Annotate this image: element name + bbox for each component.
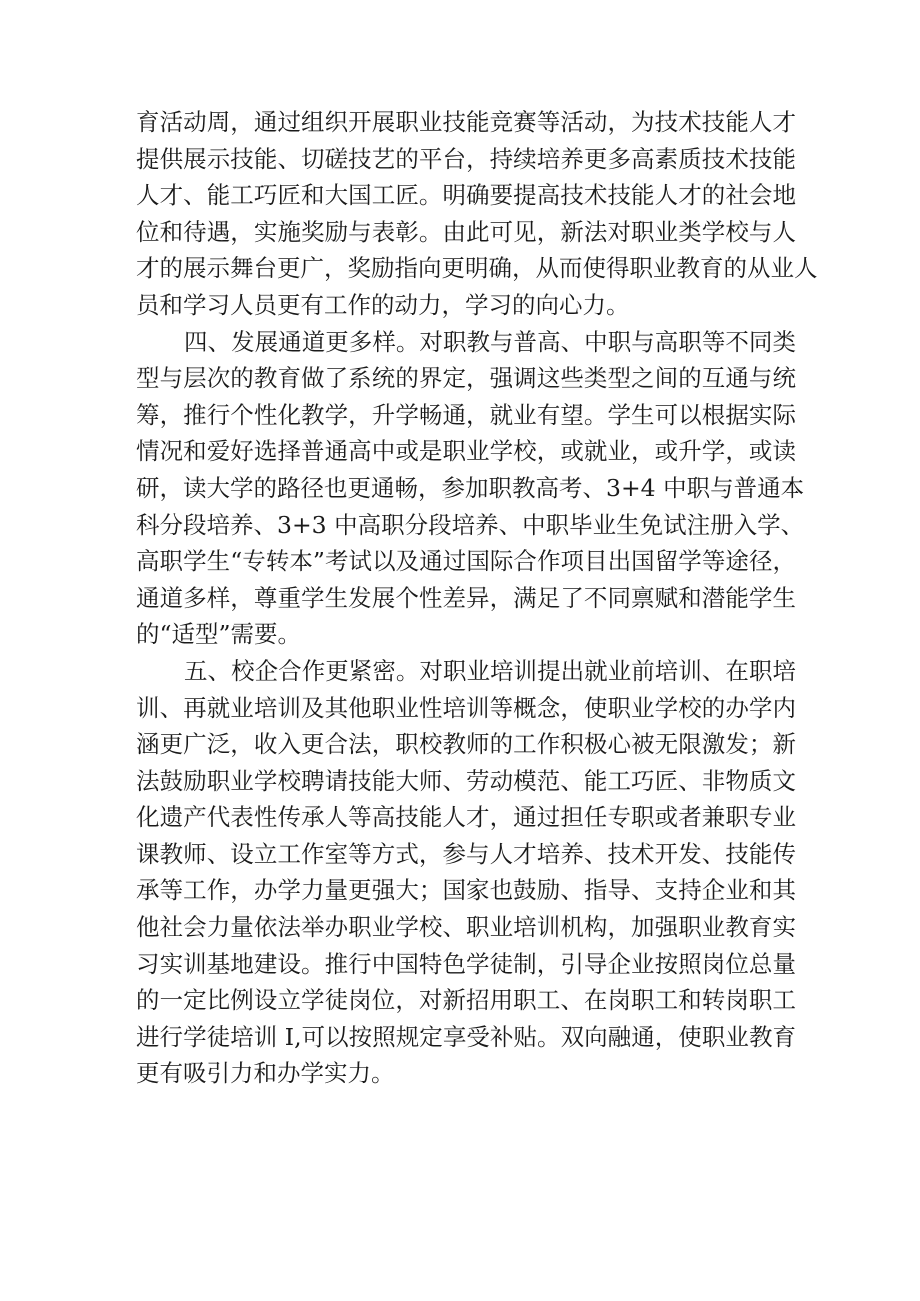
text-line: 化遗产代表性传承人等高技能人才，通过担任专职或者兼职专业 <box>136 803 796 832</box>
text-line: 的“适型”需要。 <box>136 620 302 649</box>
text-line: 才的展示舞台更广，奖励指向更明确，从而使得职业教育的从业人 <box>136 254 818 283</box>
paragraph-development-channels <box>136 324 805 653</box>
text-line: 研，读大学的路径也更通畅，参加职教高考、3+4 中职与普通本 <box>136 473 805 502</box>
text-line: 员和学习人员更有工作的动力，学习的向心力。 <box>136 290 630 319</box>
paragraph-school-enterprise-cooperation <box>136 653 796 1092</box>
text-line: 法鼓励职业学校聘请技能大师、劳动模范、能工巧匠、非物质文 <box>136 766 796 795</box>
text-line: 的一定比例设立学徒岗位，对新招用职工、在岗职工和转岗职工 <box>136 986 796 1015</box>
text-line: 进行学徒培训 I,可以按照规定享受补贴。双向融通，使职业教育 <box>136 1022 796 1051</box>
text-line: 习实训基地建设。推行中国特色学徒制，引导企业按照岗位总量 <box>136 949 796 978</box>
text-line: 承等工作，办学力量更强大；国家也鼓励、指导、支持企业和其 <box>136 876 796 905</box>
text-line: 筹，推行个性化教学，升学畅通，就业有望。学生可以根据实际 <box>136 400 796 429</box>
text-line: 涵更广泛，收入更合法，职校教师的工作积极心被无限激发；新 <box>136 730 796 759</box>
text-line: 课教师、设立工作室等方式，参与人才培养、技术开发、技能传 <box>136 839 796 868</box>
text-line: 五、校企合作更紧密。对职业培训提出就业前培训、在职培 <box>184 656 796 685</box>
text-line: 情况和爱好选择普通高中或是职业学校，或就业，或升学，或读 <box>136 437 796 466</box>
text-line: 型与层次的教育做了系统的界定，强调这些类型之间的互通与统 <box>136 364 796 393</box>
text-line: 科分段培养、3+3 中高职分段培养、中职毕业生免试注册入学、 <box>136 510 805 539</box>
text-line: 人才、能工巧匠和大国工匠。明确要提高技术技能人才的社会地 <box>136 181 796 210</box>
text-line: 他社会力量依法举办职业学校、职业培训机构，加强职业教育实 <box>136 913 796 942</box>
text-line: 四、发展通道更多样。对职教与普高、中职与高职等不同类 <box>184 327 796 356</box>
text-line: 更有吸引力和办学实力。 <box>136 1059 395 1088</box>
body-text <box>136 104 818 1092</box>
text-line: 提供展示技能、切磋技艺的平台，持续培养更多高素质技术技能 <box>136 144 796 173</box>
text-line: 高职学生“专转本”考试以及通过国际合作项目出国留学等途径， <box>136 547 796 576</box>
text-line: 育活动周，通过组织开展职业技能竞赛等活动，为技术技能人才 <box>136 108 796 136</box>
text-line: 位和待遇，实施奖励与表彰。由此可见，新法对职业类学校与人 <box>136 217 796 246</box>
paragraph-recognition <box>136 104 818 324</box>
text-line: 训、再就业培训及其他职业性培训等概念，使职业学校的办学内 <box>136 693 796 722</box>
text-line: 通道多样，尊重学生发展个性差异，满足了不同禀赋和潜能学生 <box>136 583 796 612</box>
